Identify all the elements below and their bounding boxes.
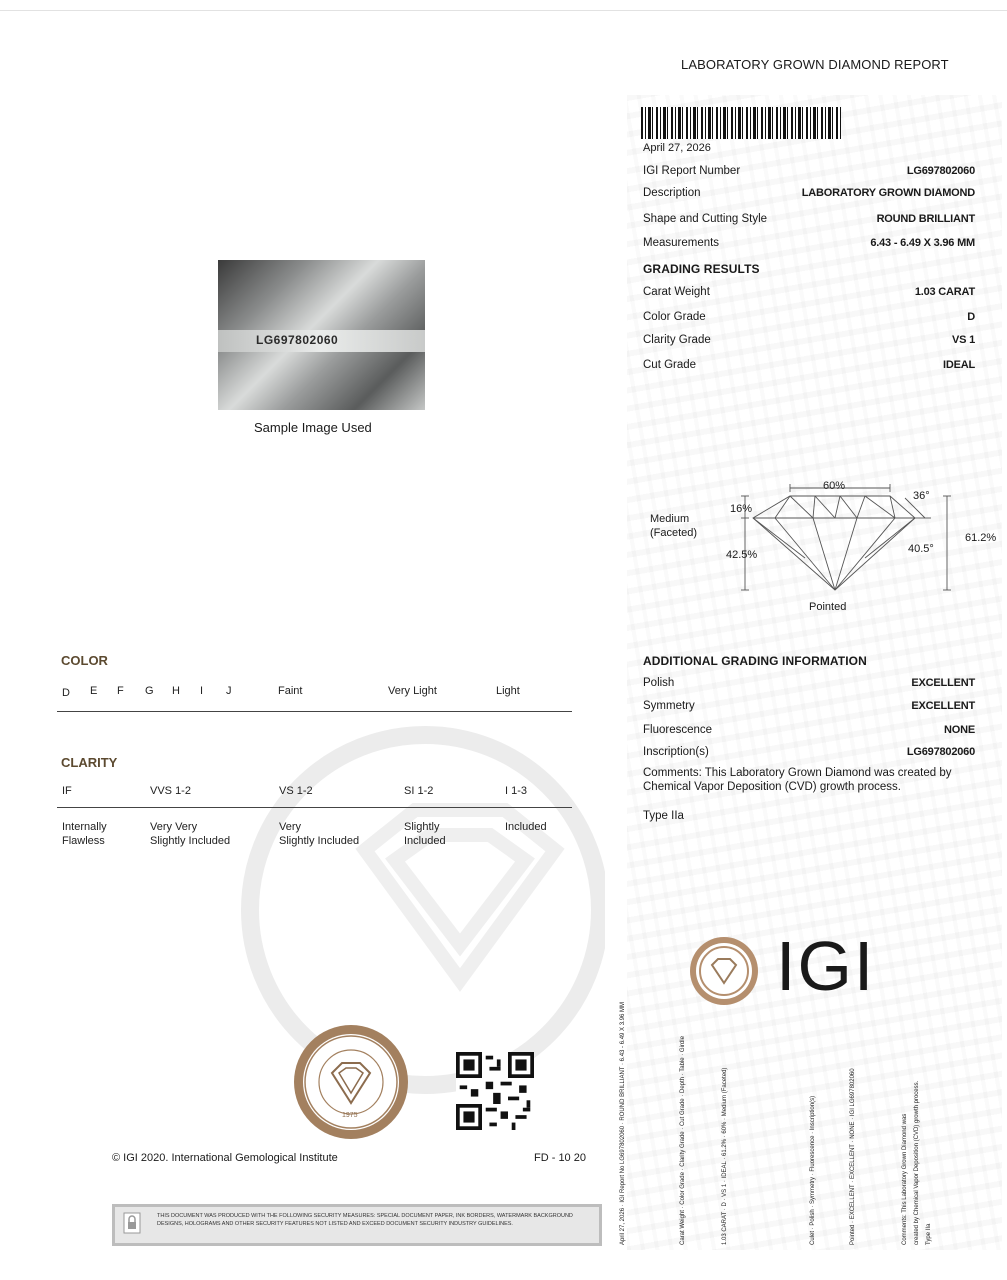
color-scale-f: F — [117, 685, 124, 697]
clarity-desc-si: Slightly Included — [404, 821, 446, 847]
pavilion-angle: 40.5° — [908, 543, 934, 555]
grading-row: Cut Grade IDEAL — [643, 359, 975, 371]
qr-code — [456, 1052, 534, 1130]
clarity-desc-i: Included — [505, 821, 547, 833]
color-scale-j: J — [226, 685, 232, 697]
sample-image-caption: Sample Image Used — [254, 420, 372, 435]
barcode — [641, 107, 841, 139]
clarity-grade-vs: VS 1-2 — [279, 785, 313, 797]
color-heading: COLOR — [61, 653, 108, 668]
crown-height: 16% — [730, 503, 753, 515]
color-scale-light: Light — [496, 685, 520, 697]
girdle-sub-label: (Faceted) — [650, 527, 698, 539]
mini-card-col6: Comments: This Laboratory Grown Diamond was — [902, 1113, 908, 1245]
security-notice-text: THIS DOCUMENT WAS PRODUCED WITH THE FOLLOWING SECURITY MEASURES: SPECIAL DOCUMENT PAPER, INK BORDERS, WATERMARK BACKGROUND DESIGNS, HOLOGRAMS AND OTHER SECURITY FEATURES NOT LISTED AND EXCEED DOCUMENT SECURITY INDUSTRY GUIDELINES. — [157, 1213, 573, 1227]
mini-card-col2: Carat Weight · Color Grade · Clarity Grade · Cut Grade · Depth · Table · Girdle — [680, 1036, 686, 1245]
girdle-label: Medium — [650, 513, 690, 525]
security-notice — [112, 1204, 602, 1246]
mini-card-col1: April 27, 2026 · IGI Report No LG697802060 · ROUND BRILLIANT · 6.43 - 6.49 X 3.96 MM — [620, 1001, 626, 1245]
copyright: © IGI 2020. International Gemological Institute — [112, 1152, 338, 1164]
report-date: April 27, 2026 — [643, 142, 711, 154]
additional-row: Polish EXCELLENT — [643, 677, 975, 689]
crown-angle: 36° — [913, 490, 930, 502]
additional-info-heading: ADDITIONAL GRADING INFORMATION — [643, 654, 867, 668]
grading-row: Carat Weight 1.03 CARAT — [643, 286, 975, 298]
clarity-heading: CLARITY — [61, 755, 118, 770]
igi-gold-seal — [292, 1023, 410, 1141]
color-scale-e: E — [90, 685, 98, 697]
document-lock-icon — [121, 1212, 143, 1234]
mini-card-col6b: created by Chemical Vapor Deposition (CVD) growth process. — [914, 1080, 920, 1245]
report-title: LABORATORY GROWN DIAMOND REPORT — [681, 57, 949, 72]
clarity-scale-line — [57, 807, 572, 808]
watermark-seal — [215, 690, 605, 1110]
color-scale-line — [57, 711, 572, 712]
grading-row: Clarity Grade VS 1 — [643, 334, 975, 346]
clarity-grade-if: IF — [62, 785, 72, 797]
clarity-desc-if: Internally Flawless — [62, 821, 107, 847]
color-scale-faint: Faint — [278, 685, 303, 697]
additional-row: Inscription(s) LG697802060 — [643, 746, 975, 758]
total-depth: 61.2% — [965, 532, 997, 544]
color-scale-h: H — [172, 685, 180, 697]
mini-card-col3: 1.03 CARAT · D · VS 1 · IDEAL · 61.2% · 60% · Medium (Faceted) — [722, 1067, 728, 1245]
clarity-desc-vs: Very Slightly Included — [279, 821, 360, 847]
pavilion-depth: 42.5% — [726, 549, 758, 561]
igi-logo-text: IGI — [776, 927, 876, 1005]
detail-row: Shape and Cutting Style ROUND BRILLIANT — [643, 213, 975, 225]
mini-card-col6c: Type IIa — [926, 1223, 932, 1245]
color-scale-g: G — [145, 685, 154, 697]
detail-row: IGI Report Number LG697802060 — [643, 165, 975, 177]
clarity-grade-si: SI 1-2 — [404, 785, 434, 797]
additional-row: Fluorescence NONE — [643, 724, 975, 736]
detail-row: Measurements 6.43 - 6.49 X 3.96 MM — [643, 237, 975, 249]
color-scale-very-light: Very Light — [388, 685, 437, 697]
sample-image-inscription: LG697802060 — [256, 333, 339, 347]
comments: Comments: This Laboratory Grown Diamond was created by Chemical Vapor Deposition (CVD) growth process. — [643, 767, 952, 793]
color-scale-i: I — [200, 685, 204, 697]
form-code: FD - 10 20 — [534, 1152, 586, 1164]
mini-card-col5: Pointed · EXCELLENT · EXCELLENT · NONE · IGI LG697802060 — [850, 1068, 856, 1245]
igi-seal-logo — [688, 935, 760, 1007]
clarity-grade-i: I 1-3 — [505, 785, 528, 797]
additional-row: Symmetry EXCELLENT — [643, 700, 975, 712]
seal-year: 1975 — [342, 1112, 358, 1119]
grading-results-heading: GRADING RESULTS — [643, 262, 760, 276]
mini-card-col4: Culet · Polish · Symmetry · Fluorescence · Inscription(s) — [810, 1095, 816, 1245]
grading-row: Color Grade D — [643, 311, 975, 323]
culet-label: Pointed — [809, 601, 847, 613]
clarity-grade-vvs: VVS 1-2 — [150, 785, 191, 797]
detail-row: Description LABORATORY GROWN DIAMOND — [643, 187, 975, 199]
diamond-type: Type IIa — [643, 810, 684, 822]
sample-diamond-image — [218, 260, 425, 410]
clarity-desc-vvs: Very Very Slightly Included — [150, 821, 231, 847]
table-percent: 60% — [823, 480, 846, 492]
color-scale-d: D — [62, 687, 70, 699]
